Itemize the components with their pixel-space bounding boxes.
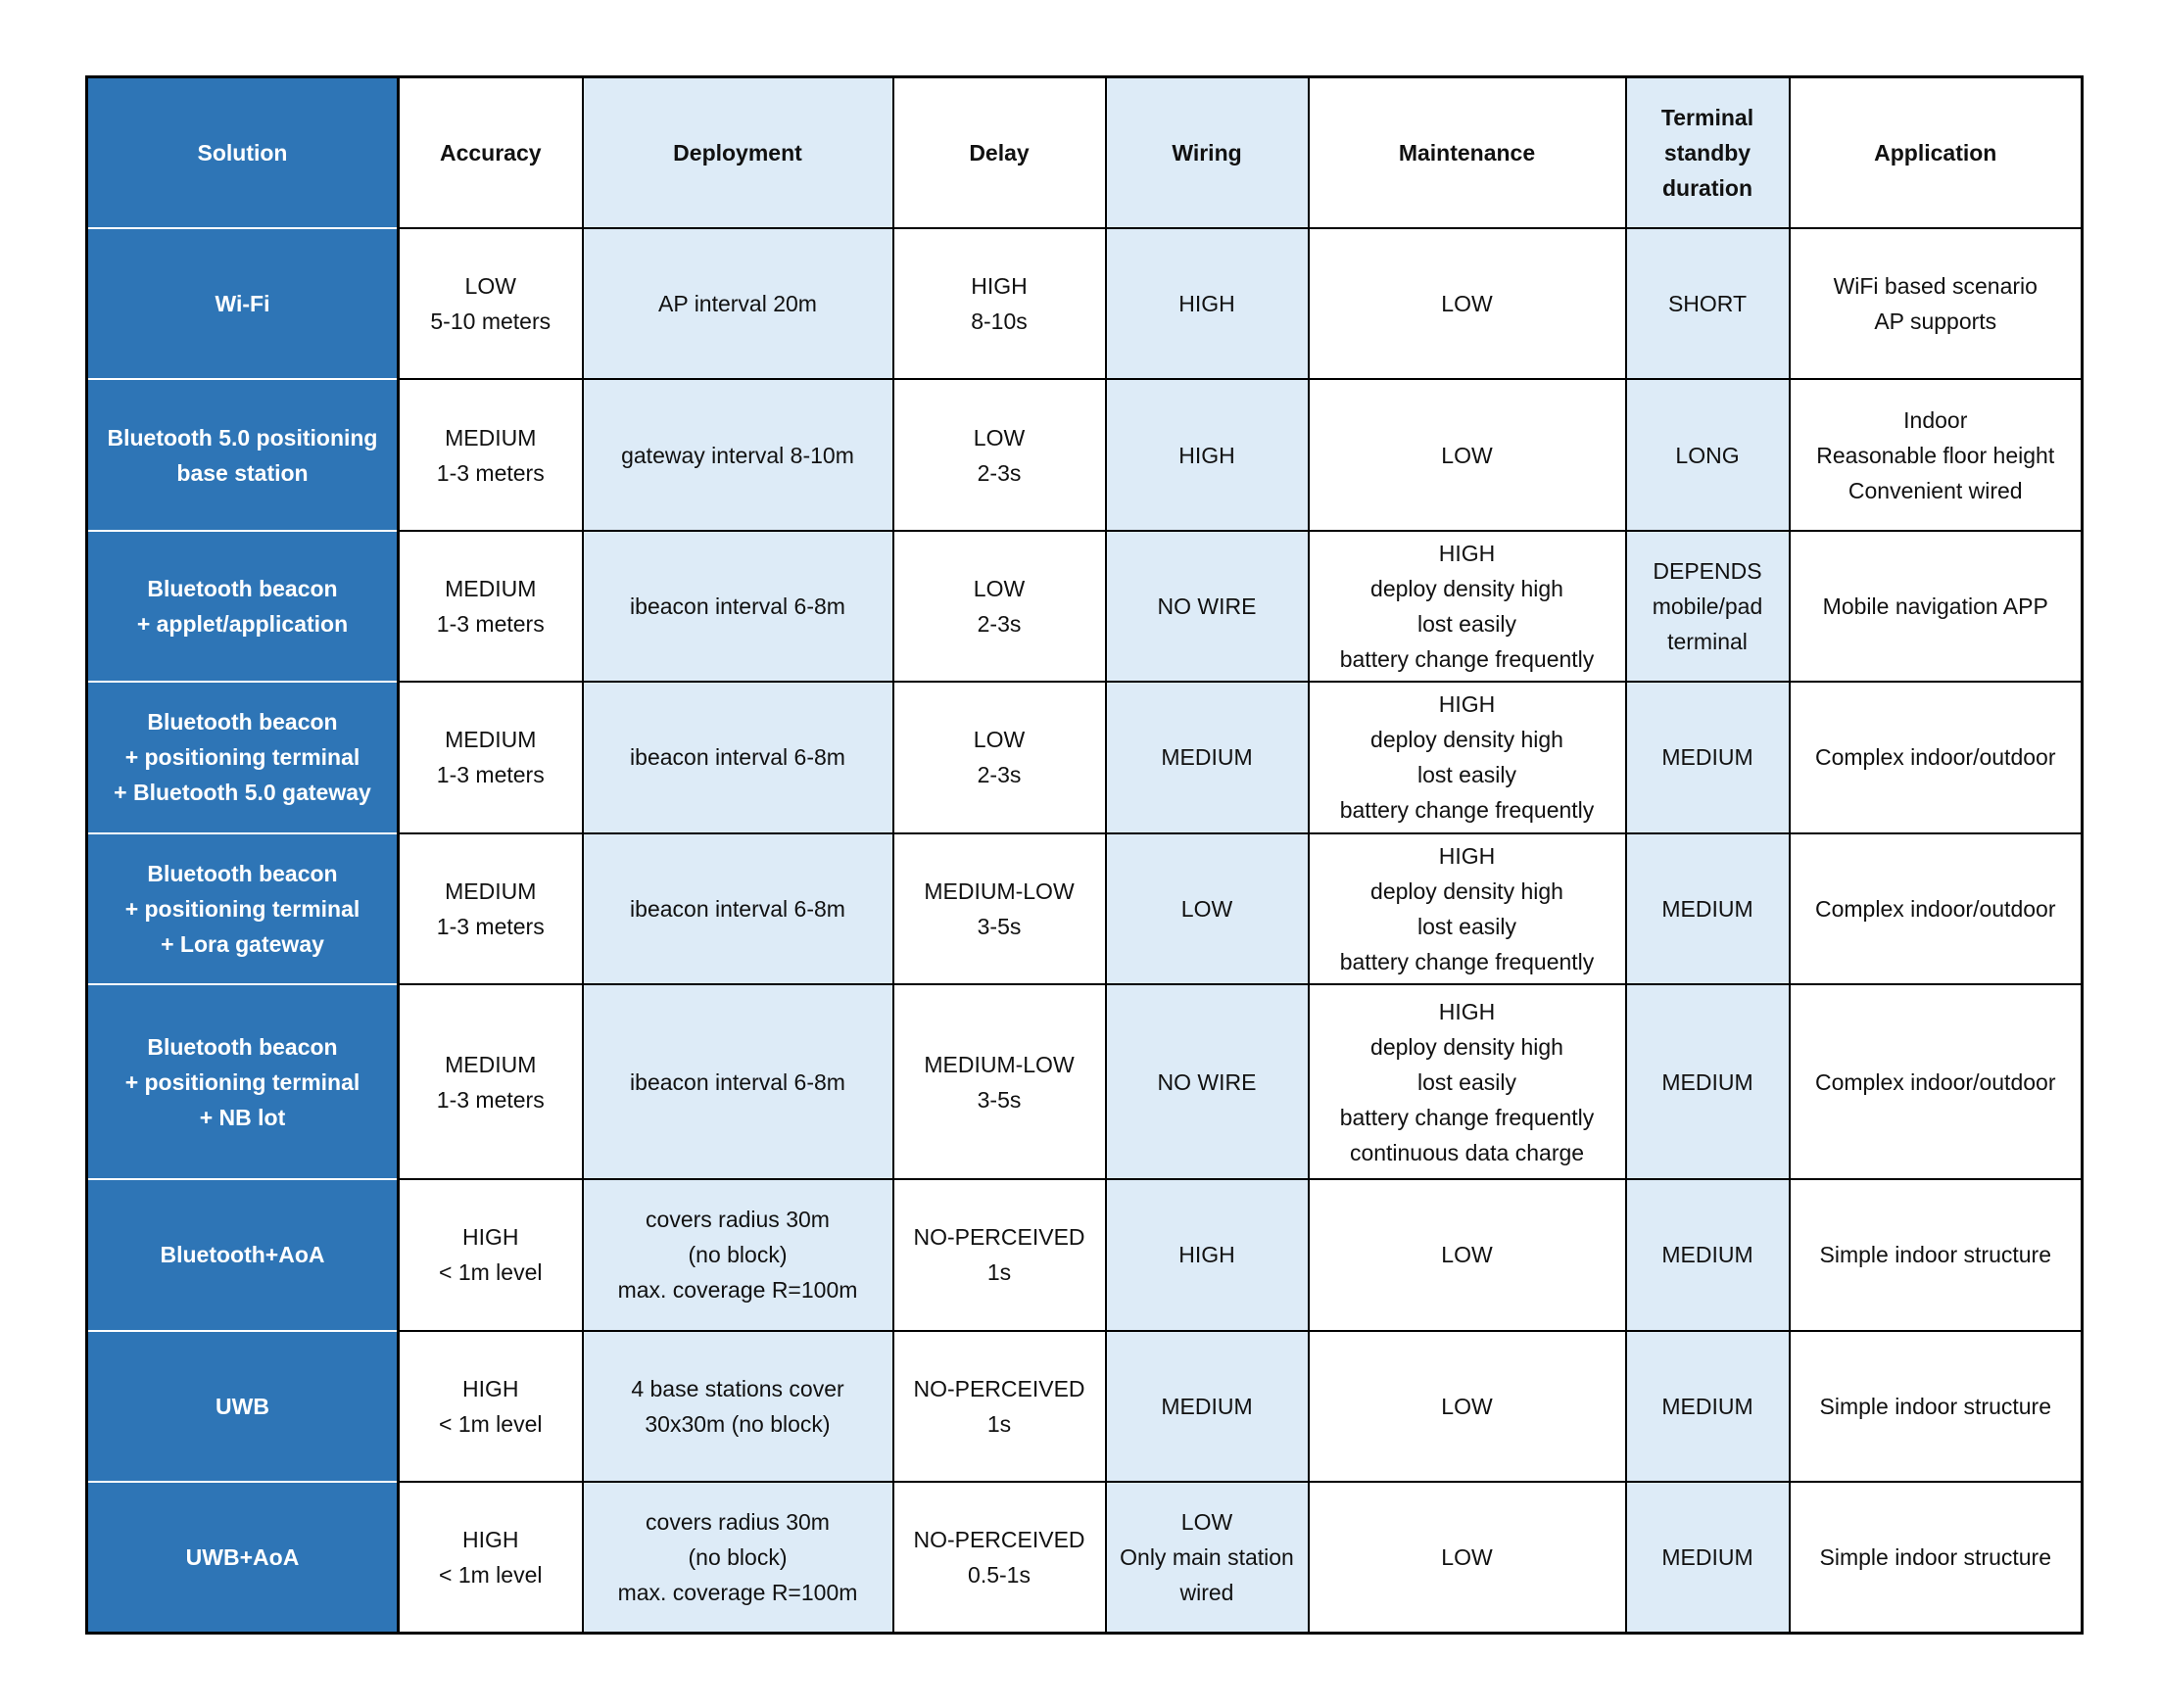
deployment-cell: gateway interval 8-10m — [583, 379, 893, 530]
deployment-cell: ibeacon interval 6-8m — [583, 984, 893, 1179]
standby-duration-cell: LONG — [1626, 379, 1790, 530]
solution-cell: UWB+AoA — [87, 1482, 399, 1633]
solution-cell: Bluetooth beacon + positioning terminal + Lora gateway — [87, 833, 399, 984]
header-maintenance: Maintenance — [1309, 77, 1626, 229]
delay-cell: HIGH 8-10s — [893, 228, 1106, 379]
wiring-cell: HIGH — [1106, 228, 1309, 379]
standby-duration-cell: MEDIUM — [1626, 1482, 1790, 1633]
standby-duration-cell: MEDIUM — [1626, 1331, 1790, 1482]
table-row — [87, 531, 2083, 682]
maintenance-cell: HIGH deploy density high lost easily battery change frequently continuous data charge — [1309, 984, 1626, 1179]
accuracy-cell: MEDIUM 1-3 meters — [399, 833, 583, 984]
delay-cell: NO-PERCEIVED 1s — [893, 1331, 1106, 1482]
accuracy-cell: LOW 5-10 meters — [399, 228, 583, 379]
solution-cell: Bluetooth+AoA — [87, 1179, 399, 1330]
wiring-cell: NO WIRE — [1106, 984, 1309, 1179]
delay-cell: NO-PERCEIVED 1s — [893, 1179, 1106, 1330]
delay-cell: MEDIUM-LOW 3-5s — [893, 984, 1106, 1179]
solution-cell: Bluetooth beacon + positioning terminal + NB lot — [87, 984, 399, 1179]
maintenance-cell: LOW — [1309, 228, 1626, 379]
maintenance-cell: HIGH deploy density high lost easily battery change frequently — [1309, 833, 1626, 984]
accuracy-cell: HIGH < 1m level — [399, 1482, 583, 1633]
table-header — [87, 77, 2083, 229]
application-cell: Mobile navigation APP — [1790, 531, 2083, 682]
standby-duration-cell: MEDIUM — [1626, 833, 1790, 984]
solution-cell: UWB — [87, 1331, 399, 1482]
application-cell: Complex indoor/outdoor — [1790, 984, 2083, 1179]
accuracy-cell: MEDIUM 1-3 meters — [399, 984, 583, 1179]
solution-cell: Bluetooth beacon + applet/application — [87, 531, 399, 682]
table-body — [87, 228, 2083, 1634]
table-row — [87, 1331, 2083, 1482]
maintenance-cell: LOW — [1309, 1179, 1626, 1330]
table-row — [87, 379, 2083, 530]
wiring-cell: MEDIUM — [1106, 682, 1309, 832]
deployment-cell: covers radius 30m (no block) max. coverage R=100m — [583, 1482, 893, 1633]
standby-duration-cell: MEDIUM — [1626, 1179, 1790, 1330]
accuracy-cell: MEDIUM 1-3 meters — [399, 682, 583, 832]
wiring-cell: HIGH — [1106, 379, 1309, 530]
deployment-cell: ibeacon interval 6-8m — [583, 682, 893, 832]
application-cell: WiFi based scenario AP supports — [1790, 228, 2083, 379]
deployment-cell: covers radius 30m (no block) max. coverage R=100m — [583, 1179, 893, 1330]
header-row — [87, 77, 2083, 229]
application-cell: Simple indoor structure — [1790, 1331, 2083, 1482]
deployment-cell: 4 base stations cover 30x30m (no block) — [583, 1331, 893, 1482]
standby-duration-cell: DEPENDS mobile/pad terminal — [1626, 531, 1790, 682]
header-application: Application — [1790, 77, 2083, 229]
delay-cell: NO-PERCEIVED 0.5-1s — [893, 1482, 1106, 1633]
positioning-solutions-table — [85, 75, 2084, 1635]
table-row — [87, 228, 2083, 379]
standby-duration-cell: MEDIUM — [1626, 682, 1790, 832]
table-row — [87, 984, 2083, 1179]
delay-cell: LOW 2-3s — [893, 531, 1106, 682]
table-row — [87, 682, 2083, 832]
maintenance-cell: HIGH deploy density high lost easily battery change frequently — [1309, 682, 1626, 832]
accuracy-cell: HIGH < 1m level — [399, 1179, 583, 1330]
accuracy-cell: MEDIUM 1-3 meters — [399, 531, 583, 682]
application-cell: Indoor Reasonable floor height Convenient wired — [1790, 379, 2083, 530]
delay-cell: MEDIUM-LOW 3-5s — [893, 833, 1106, 984]
solution-cell: Bluetooth beacon + positioning terminal + Bluetooth 5.0 gateway — [87, 682, 399, 832]
wiring-cell: LOW — [1106, 833, 1309, 984]
table-row — [87, 1179, 2083, 1330]
wiring-cell: MEDIUM — [1106, 1331, 1309, 1482]
header-solution: Solution — [87, 77, 399, 229]
accuracy-cell: MEDIUM 1-3 meters — [399, 379, 583, 530]
header-standby-duration: Terminal standby duration — [1626, 77, 1790, 229]
accuracy-cell: HIGH < 1m level — [399, 1331, 583, 1482]
standby-duration-cell: SHORT — [1626, 228, 1790, 379]
solution-cell: Wi-Fi — [87, 228, 399, 379]
deployment-cell: AP interval 20m — [583, 228, 893, 379]
application-cell: Complex indoor/outdoor — [1790, 833, 2083, 984]
header-delay: Delay — [893, 77, 1106, 229]
wiring-cell: NO WIRE — [1106, 531, 1309, 682]
application-cell: Simple indoor structure — [1790, 1482, 2083, 1633]
deployment-cell: ibeacon interval 6-8m — [583, 833, 893, 984]
header-deployment: Deployment — [583, 77, 893, 229]
header-accuracy: Accuracy — [399, 77, 583, 229]
maintenance-cell: LOW — [1309, 379, 1626, 530]
wiring-cell: HIGH — [1106, 1179, 1309, 1330]
maintenance-cell: LOW — [1309, 1482, 1626, 1633]
delay-cell: LOW 2-3s — [893, 682, 1106, 832]
application-cell: Simple indoor structure — [1790, 1179, 2083, 1330]
application-cell: Complex indoor/outdoor — [1790, 682, 2083, 832]
table-row — [87, 833, 2083, 984]
standby-duration-cell: MEDIUM — [1626, 984, 1790, 1179]
header-wiring: Wiring — [1106, 77, 1309, 229]
solution-cell: Bluetooth 5.0 positioning base station — [87, 379, 399, 530]
deployment-cell: ibeacon interval 6-8m — [583, 531, 893, 682]
wiring-cell: LOW Only main station wired — [1106, 1482, 1309, 1633]
maintenance-cell: LOW — [1309, 1331, 1626, 1482]
delay-cell: LOW 2-3s — [893, 379, 1106, 530]
table-row — [87, 1482, 2083, 1633]
maintenance-cell: HIGH deploy density high lost easily battery change frequently — [1309, 531, 1626, 682]
